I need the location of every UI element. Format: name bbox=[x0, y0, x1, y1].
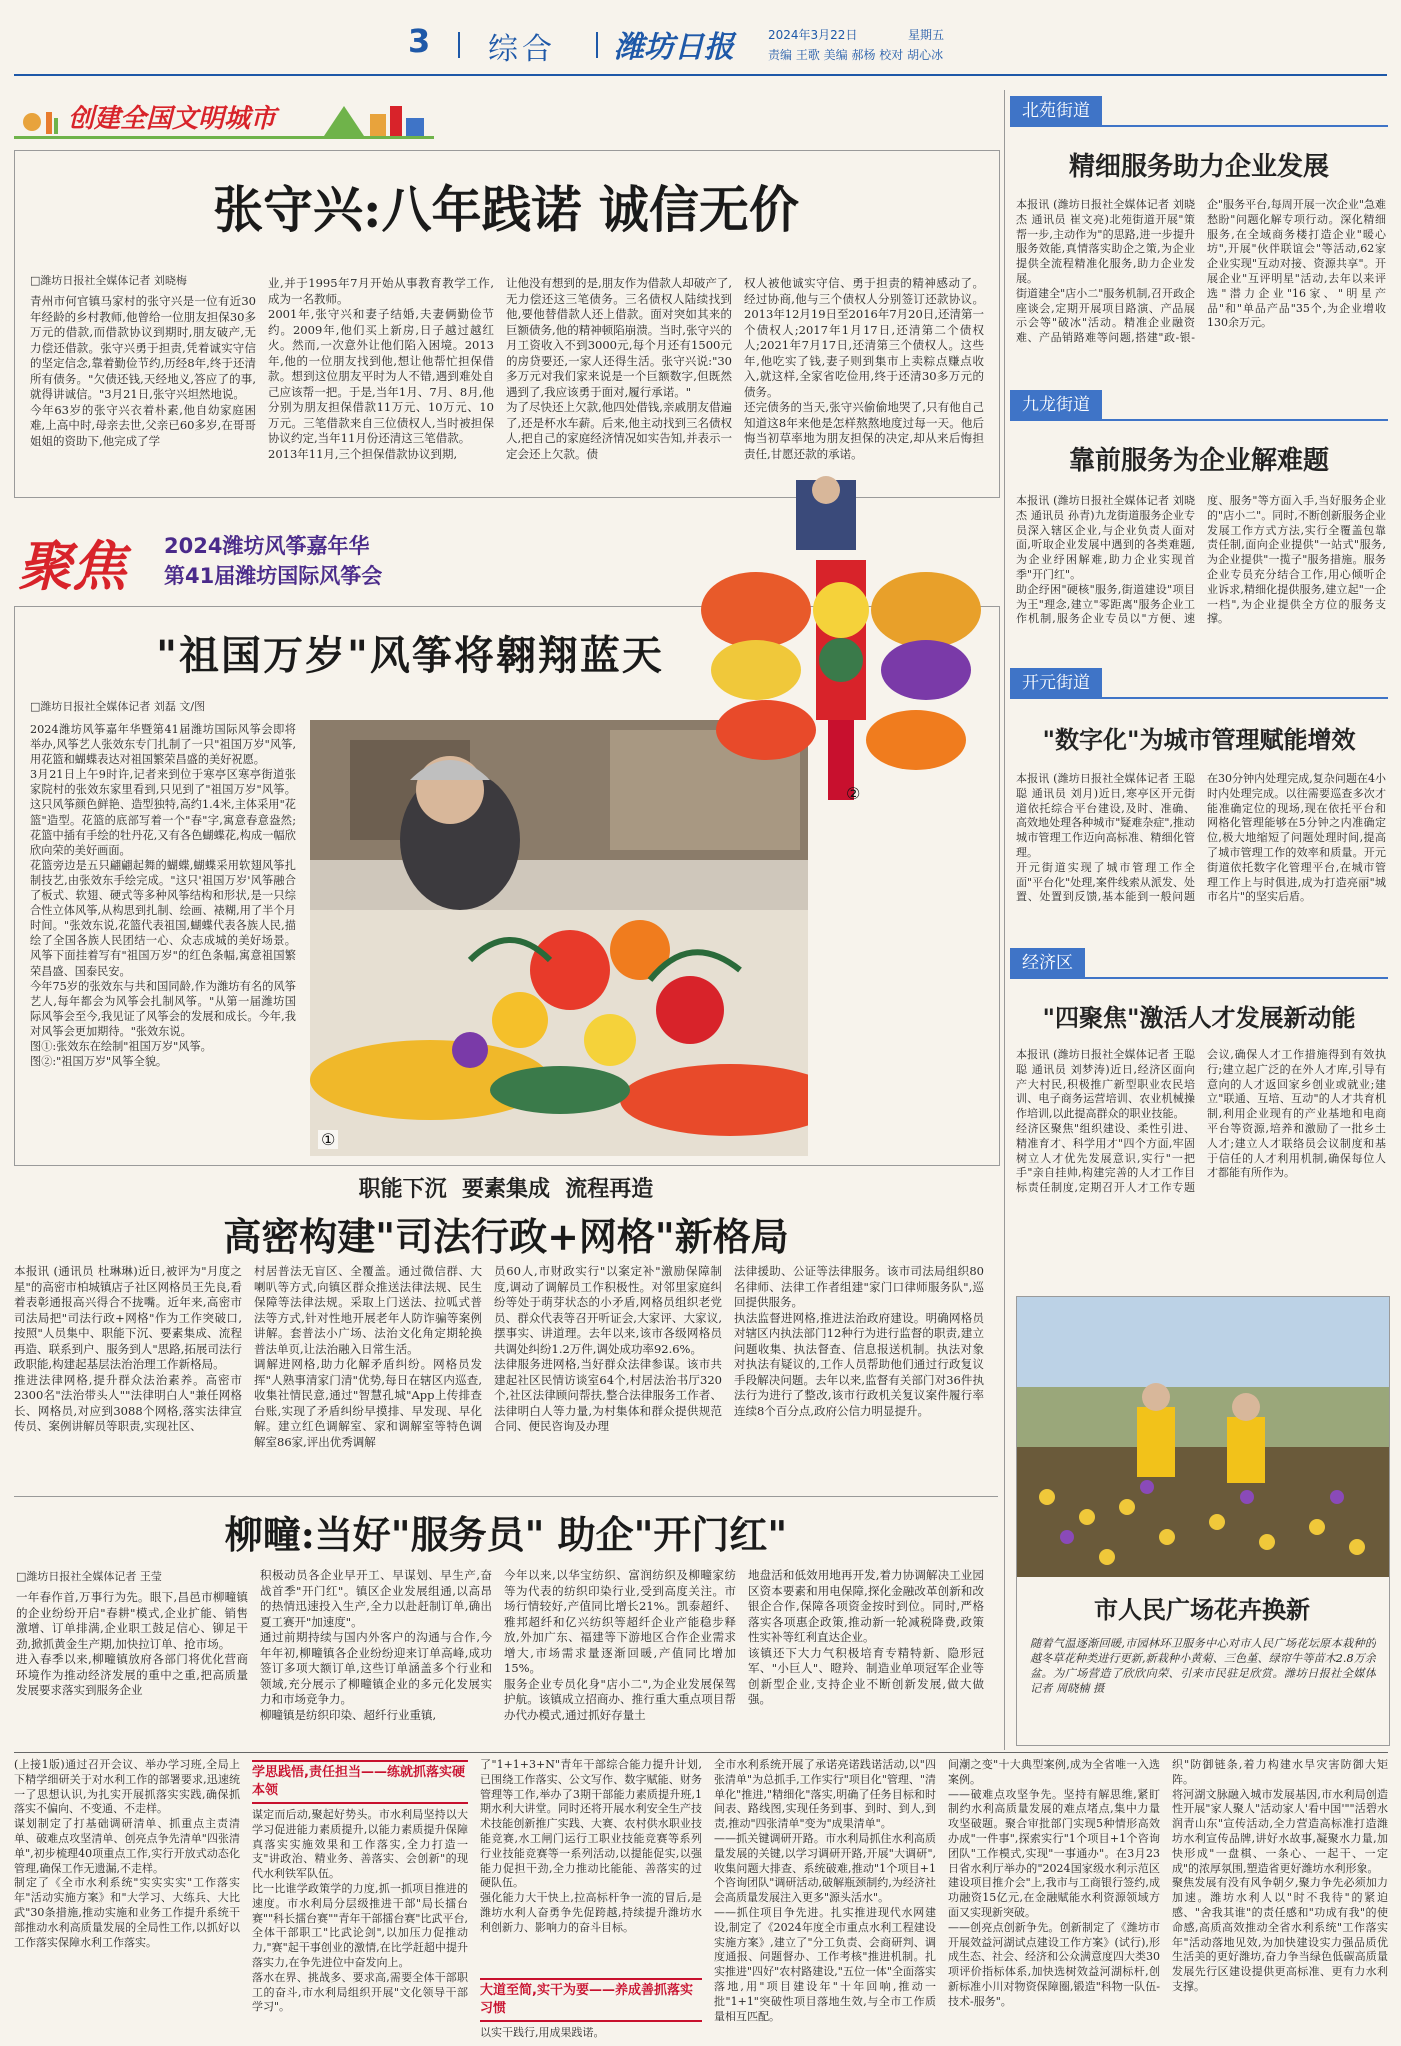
section-name: 综合 bbox=[488, 32, 556, 67]
flowers-photo-title: 市人民广场花卉换新 bbox=[1094, 1596, 1310, 1624]
article-liutuan-col2: 积极动员各企业早开工、早谋划、早生产,奋战首季"开门红"。镇区企业发展组通,以高昂的热情迅速投入生产,全力以赴赶制订单,确出夏工赛开"加速度"。 通过前期持续与国内外客户的沟通与合作,今年年初,柳疃镇各企业纷纷迎来订单高峰,成功签订多项大额订单,这些订单涵盖多个行业和领域,充分展示了柳疃镇企业的多元化发展实力和市场竞争力。 柳疃镇是纺织印染、超纤行业重镇, bbox=[260, 1568, 492, 1722]
photo1-badge: ① bbox=[318, 1130, 338, 1149]
kite-festival-line2: 第41届潍坊国际风筝会 bbox=[164, 564, 383, 588]
article-zhang-col1: 青州市何官镇马家村的张守兴是一位有近30年经龄的乡村教师,他曾给一位朋友担保30多万元的借款,而借款协议到期时,朋友破产,无力偿还借款。张守兴勇于担责,凭着诚实守信的坚定信念,靠着勤俭节约,历经8年,终于还清所有债务。"欠债还钱,天经地义,答应了的事,就得讲诚信。"3月21日,张守兴坦然地说。 今年63岁的张守兴衣着朴素,他自幼家庭困难,上高中时,母亲去世,父亲已60多岁,在哥哥姐姐的资助下,他完成了学 bbox=[30, 294, 256, 448]
flowers-photo bbox=[1017, 1297, 1389, 1577]
editors-line: 责编 王歌 美编 郝杨 校对 胡心冰 bbox=[768, 48, 944, 62]
rule-economic-zone bbox=[1010, 977, 1388, 979]
beiyuan-title: 精细服务助力企业发展 bbox=[1068, 152, 1329, 182]
bottom-col3: 了"1+1+3+N"青年干部综合能力提升计划,已围绕工作落实、公文写作、数字赋能、财务管理等工作,举办了3期干部能力素质提升班,1期水利大讲堂。同时还将开展水利安全生产技术技能创新推广实践、大赛、农村供水职业技能竞赛,水工闸门运行工职业技能竞赛等系列行业技能竞赛等一系列活动,以提能促实,以强能力促担干劲,全力推动比能能、善落实的过硬队伍。 强化能力大干快上,拉高标杆争一流的冒后,是潍坊水利人奋勇争先促跨越,持续提升潍坊水利创新力、影响力的奋斗目标。 bbox=[480, 1758, 702, 1934]
beiyuan-text: 本报讯 (潍坊日报社全媒体记者 刘晓杰 通讯员 崔文亮)北苑街道开展"策帮一步,主动作为"的思路,进一步提升服务效能,真情落实助企之策,为企业提供全流程精准化服务,助力企业发展。 街道建全"店小二"服务机制,召开政企座谈会,定期开展项目路演、产品展示会等"破冰"活动。精准企业融资难、产品销路难等问题,搭建"政-银-企"服务平台,每周开展一次企业"急难愁盼"问题化解专项行动。深化精细服务,在全域商务楼打造企业"暖心坊",开展"伙伴联谊会"等活动,62家企业实现"互动对接、资源共享"。开展企业"互评明星"活动,去年以来评选"潜力企业"16家、"明星产品"和"单品产品"35个,为企业增收130余万元。 bbox=[1016, 198, 1386, 345]
article-zhang-col3: 让他没有想到的是,朋友作为借款人却破产了,无力偿还这三笔债务。三名债权人陆续找到他,要他替借款人还上借款。面对突如其来的巨额债务,他的精神顿陷崩溃。当时,张守兴的月工资收入不到3000元,每个月还有1500元的房贷要还,一家人还得生活。张守兴说:"30多万元对我们家来说是一个巨额数字,但既然遇到了,我应该勇于面对,履行承诺。" 为了尽快还上欠款,他四处借钱,亲戚朋友借遍了,还是杯水车薪。后来,他主动找到三名债权人,把自己的家庭经济情况如实告知,并表示一定会还上欠款。债 bbox=[506, 276, 732, 461]
civilized-city-banner bbox=[14, 92, 434, 144]
article-gaomi-col3: 员60人,市财政实行"以案定补"激励保障制度,调动了调解员工作积极性。对邻里家庭纠纷等处于萌芽状态的小矛盾,网格员组织老党员、群众代表等召开听证会,大家评、大家议,摆事实、讲道理。去年以来,该市各级网格员共调处纠纷1.2万件,调处成功率92.6%。 法律服务进网格,当好群众法律参谋。该市共建起社区民情访谈室64个,村居法治书厅320个,社区法律顾问帮扶,整合法律服务工作者、法律明白人等力量,为村集体和群众提供规范合同、便民咨询及办理 bbox=[494, 1264, 722, 1433]
article-kite-byline: □潍坊日报社全媒体记者 刘磊 文/图 bbox=[30, 700, 206, 713]
article-zhang-col2: 业,并于1995年7月开始从事教育教学工作,成为一名教师。 2001年,张守兴和妻子结婚,夫妻俩勤俭节约。2009年,他们买上新房,日子越过越红火。然而,一次意外让他们陷入困境。2013年,他的一位朋友找到他,想让他帮忙担保借款。想到这位朋友平时为人不错,遇到难处自己应该帮一把。于是,当年1月、7月、8月,他分别为朋友担保借款11万元、10万元、10万元。三笔借款来自三位债权人,当时被担保协议约定,当年11月份还清这三笔借款。 2013年11月,三个担保借款协议到期, bbox=[268, 276, 494, 461]
kite-full-photo bbox=[696, 470, 996, 820]
economic-zone-text: 本报讯 (潍坊日报社全媒体记者 王聪聪 通讯员 刘梦涛)近日,经济区面向产大村民,积极推广新型职业农民培训、电子商务运营培训、农业机械操作培训,以此提高群众的职业技能。 经济区聚焦"组织建设、柔性引进、精准育才、科学用才"四个方面,牢固树立人才优先发展意识,实行"一把手"亲自挂帅,构建完善的人才工作目标责任制度,定期召开人才工作专题会议,确保人才工作措施得到有效执行;建立起广泛的在外人才库,引导有意向的人才返回家乡创业或就业;建立"联通、互培、互动"的人才共育机制,利用企业现有的产业基地和电商平台等资源,培养和激励了一批乡土人才;建立人才联络员会议制度和基于信任的人才利用机制,确保每位人才都能有所作为。 bbox=[1016, 1048, 1386, 1195]
article-zhang-col4: 权人被他诚实守信、勇于担责的精神感动了。经过协商,他与三个债权人分别签订还款协议。2013年12月19日至2016年7月20日,还清第一个债权人;2017年1月17日,还清第二个债权人;2021年7月17日,还清第三个债权人。这些年,他吃实了钱,妻子则到集市上卖粽点赚点收入,就这样,全家省吃俭用,终于还清30多万元的债务。 还完债务的当天,张守兴偷偷地哭了,只有他自己知道这8年来他是怎样熬熬地度过每一天。他后悔当初草率地为朋友担保的决定,却从来后悔担责任,甘愿还款的承诺。 bbox=[744, 276, 984, 461]
header-rule bbox=[14, 74, 1387, 76]
article-gaomi-title: 高密构建"司法行政+网格"新格局 bbox=[223, 1214, 789, 1259]
sidebar-divider bbox=[1004, 90, 1005, 1750]
tab-beiyuan: 北苑街道 bbox=[1010, 96, 1102, 126]
article-liutuan-title: 柳疃:当好"服务员" 助企"开门红" bbox=[224, 1512, 788, 1557]
rule-kaiyuan bbox=[1010, 697, 1388, 699]
flowers-photo-caption: 随着气温逐渐回暖,市园林环卫服务中心对市人民广场花坛原本栽种的越冬草花种类进行更新,新栽种小黄菊、三色堇、绿帘牛等苗木2.8万余盆。为广场营造了欣欣向荣、引来市民驻足欣赏。潍坊日报社全媒体记者 周晓楠 摄 bbox=[1030, 1637, 1376, 1695]
page-header bbox=[0, 0, 1401, 70]
kite-festival-banner bbox=[14, 520, 454, 600]
issue-weekday: 星期五 bbox=[908, 28, 945, 42]
bottom-box2-text: 以实干践行,用成果践诺。 bbox=[480, 2026, 605, 2039]
kaiyuan-text: 本报讯 (潍坊日报社全媒体记者 王聪聪 通讯员 刘月)近日,寒亭区开元街道依托综合平台建设,及时、准确、高效地处理各种城市"疑难杂症",推动城市管理工作迈向高标准、精细化管理。 开元街道实现了城市管理工作全面"平台化"处理,案件线索从派发、处置、处置到反馈,基本能到一般问题在30分钟内处理完成,复杂问题在4小时内处理完成。以往需要巡查多次才能准确定位的现场,现在依托平台和网格化管理能够在5分钟之内准确定位,极大地缩短了问题处理时间,提高了城市管理工作的效率和质量。开元街道依托数字化管理平台,在城市管理工作上与时俱进,成为打造亮丽"城市名片"的坚实后盾。 bbox=[1016, 772, 1386, 904]
kite-butterfly-illustration bbox=[696, 470, 996, 820]
bottom-col6: 织"防御链条,着力构建水旱灾害防御大矩阵。 将河湖文脉融入城市发展基因,市水利局创造性开展"家人聚人"活动家人'看中国'""活碧水润青山东"宣传活动,全力营造高标准打造潍坊水利宣传品牌,讲好水故事,凝聚水力量,加快形成"一盘棋、一条心、一起干、一定成"的浓厚氛围,塑造省更好潍坊水利形象。 聚焦发展有没有风争朝夕,聚力争先必须加力加速。潍坊水利人以"时不我待"的紧迫感、"舍我其谁"的责任感和"功成有我"的使命感,高质高效推动全省水利系统"工作落实年"活动落地见效,为加快建设实力强品质优生活美的更好潍坊,奋力争当绿色低碳高质量发展先行区建设提供更高标准、更有力水利支撑。 bbox=[1172, 1758, 1388, 1993]
article-zhang-byline: □潍坊日报社全媒体记者 刘晓梅 bbox=[30, 274, 187, 287]
divider-gaomi-liutuan bbox=[14, 1496, 998, 1497]
article-gaomi-subtitle: 职能下沉 要素集成 流程再造 bbox=[358, 1177, 654, 1202]
page-number: 3 bbox=[408, 22, 431, 60]
article-liutuan-col4: 地盘活和低效用地再开发,着力协调解决工业园区资本要素和用电保障,探化金融改革创新和改银企合作,保障各项资金按时到位。同时,严格落实各项惠企政策,推动新一轮减税降费,政策性实补等红利直达企业。 该镇还下大力气积极培育专精特新、隐形冠军、"小巨人"、瞪羚、制造业单项冠军企业等创新型企业,支持企业不断创新发展,做大做强。 bbox=[748, 1568, 984, 1706]
rule-jiulong bbox=[1010, 419, 1388, 421]
bottom-divider bbox=[14, 1752, 1388, 1753]
photo2-badge: ② bbox=[846, 784, 861, 803]
bottom-box1-text: 谋定而后动,聚起好势头。市水利局坚持以大学习促进能力素质提升,以能力素质提升保障真落实实施效果和工作落实,全力打造一支"讲政治、精业务、善落实、会创新"的现代水利铁军队伍。 比一比谁学政策学的力度,抓一抓项目推进的速度。市水利局分层级推进干部"局长擂台赛""科长擂台赛""青年干部擂台赛"比武平台,全体干部职工"比武论剑",以加压力促推动力,"赛"起干事创业的激情,在比学赶超中提升落实力,在争先进位中奋发向上。 落水在界、挑战多、要求高,需要全体干部职工的奋斗,市水利局组织开展"文化领导干部学习"。 bbox=[252, 1808, 468, 2014]
bottom-intro: (上接1版)通过召开会议、举办学习班,全局上下精学细研关于对水利工作的部署要求,迅速统一了思想认识,为扎实开展抓落实实践,确保抓落实不偏向、不变通、不走样。 谋划制定了打基础调研清单、抓重点主责清单、破难点攻坚清单、创亮点争先清单"四张清单",初步梳理40项重点工作,实行开放式动态化管理,确保工作无遗漏,不走样。 制定了《全市水利系统"实实实实"工作落实年"活动实施方案》和"大学习、大练兵、大比武"30条措施,推动实施和业务工作提升系统干部推动水利高质量发展的全局性工作,以抓好以工作落实保障水利工作落实。 bbox=[14, 1758, 240, 1949]
article-zhang-title: 张守兴:八年践诺 诚信无价 bbox=[213, 180, 799, 239]
article-kite-title: "祖国万岁"风筝将翱翔蓝天 bbox=[156, 632, 664, 679]
kite-festival-line1: 2024潍坊风筝嘉年华 bbox=[164, 534, 370, 558]
article-kite-text: 2024潍坊风筝嘉年华暨第41届潍坊国际风筝会即将举办,风筝艺人张效东专门扎制了一只"祖国万岁"风筝,用花篮和蝴蝶表达对祖国繁荣昌盛的美好祝愿。 3月21日上午9时许,记者来到位于寒亭区寒亭街道张家院村的张效东家里看到,只见到了"祖国万岁"风筝。这只风筝颜色鲜艳、造型独特,高约1.4米,主体采用"花篮"造型。花篮的底部写着一个"春"字,寓意春意盎然;花篮中插有手绘的牡丹花,又有各色蝴蝶花,构成一幅欣欣向荣的美好画面。 花篮旁边是五只翩翩起舞的蝴蝶,蝴蝶采用软翅风筝扎制技艺,由张效东手绘完成。"这只'祖国万岁'风筝融合了板式、软翅、硬式等多种风筝结构和形状,是一只综合性立体风筝,从构思到扎制、绘画、裱糊,用了半个月时间。"张效东说,花篮代表祖国,蝴蝶代表各族人民,描绘了全国各族人民团结一心、众志成城的美好场景。风筝下面挂着写有"祖国万岁"的红色条幅,寓意祖国繁荣昌盛、国泰民安。 今年75岁的张效东与共和国同龄,作为潍坊有名的风筝艺人,每年都会为风筝会扎制风筝。"从第一届潍坊国际风筝会至今,我见证了风筝会的发展和成长。今年,我对风筝会更加期待。"张效东说。 图①:张效东在绘制"祖国万岁"风筝。 图②:"祖国万岁"风筝全貌。 bbox=[30, 723, 296, 1069]
kaiyuan-title: "数字化"为城市管理赋能增效 bbox=[1042, 726, 1356, 754]
tab-kaiyuan: 开元街道 bbox=[1010, 668, 1102, 698]
article-liutuan-byline: □潍坊日报社全媒体记者 王莹 bbox=[16, 1570, 162, 1583]
article-gaomi-col1: 本报讯 (通讯员 杜琳琳)近日,被评为"月度之星"的高密市柏城镇店子社区网格员王先良,看着表彰通报高兴得合不拢嘴。近年来,高密市司法局把"司法行政+网格"作为工作突破口,按照"人员集中、职能下沉、要素集成、流程再造、联系到户、服务到人"思路,拓展司法行政职能,构建起基层法治治理工作新格局。 推进法律网格,提升群众法治素养。高密市2300名"法治带头人""法律明白人"兼任网格长、网格员,对应到3088个网格,落实法律宣传员、案例讲解员等职责,实现社区、 bbox=[14, 1264, 242, 1433]
paper-logo: 潍坊日报 bbox=[614, 30, 734, 65]
article-gaomi-col4: 法律援助、公证等法律服务。该市司法局组织80名律师、法律工作者组建"家门口律师服务队",巡回提供服务。 执法监督进网格,推进法治政府建设。明确网格员对辖区内执法部门12种行为进行监督的职责,建立问题收集、执法督查、信息报送机制。执法对象对执法有疑议的,工作人员帮助他们通过行政复议手段解决问题。去年以来,监督有关部门对36件执法行为进行了整改,该市行政机关复议案件履行率连续8个百分点,政府公信力明显提升。 bbox=[734, 1264, 984, 1418]
header-divider-2 bbox=[596, 32, 598, 58]
rule-beiyuan bbox=[1010, 125, 1388, 127]
article-liutuan-col3: 今年以来,以华宝纺织、富润纺织及柳疃家纺等为代表的纺织印染行业,受到高度关注。市场行情较好,产值同比增长21%。凯泰超纤、雅邦超纤和亿兴纺织等超纤企业产能稳步释放,外加广东、福建等下游地区合作企业需求增大,市场需求量逐渐回暖,产值同比增加15%。 服务企业专员化身"店小二",为企业发展保驾护航。该镇成立招商办、推行重大重点项目帮办代办模式,通过抓好存量土 bbox=[504, 1568, 736, 1722]
bottom-col4: 全市水利系统开展了承诺亮诺践诺活动,以"四张清单"为总抓手,工作实行"项目化"管理、"清单化"推进,"精细化"落实,明确了任务目标和时间表、路线图,实现任务到事、到时、到人,到责,推动"四张清单"变为"成果清单"。 ——抓关键调研开路。市水利局抓住水利高质量发展的关键,以学习调研开路,开展"大调研",收集问题大排查、系统破难,推动"1个项目+1个咨询团队"调研活动,破解瓶颈制约,为经济社会高质量发展注入更多"源头活水"。 ——抓住项目争先进。扎实推进现代水网建设,制定了《2024年度全市重点水利工程建设实施方案》,建立了"分工负责、会商研判、调度通报、问题督办、工作考核"推进机制。扎实推进"四好"农村路建设,"五位一体"全面落实落地,用"项目建设年"十年回响,推动一批"1+1"突破性项目落地生效,与全市工作质量相互匹配。 bbox=[714, 1758, 936, 2023]
tab-jiulong: 九龙街道 bbox=[1010, 390, 1102, 420]
article-liutuan-col1: 一年春作首,万事行为先。眼下,昌邑市柳疃镇的企业纷纷开启"春耕"模式,企业扩能、销售激增、订单排满,企业职工鼓足信心、铆足干劲,掀抓黄金生产期,加快拉订单、抢市场。 进入春季以来,柳疃镇放府各部门将优化营商环境作为推动经济发展的重中之重,把高质量发展要求落实到服务企业 bbox=[16, 1590, 248, 1697]
header-divider bbox=[458, 32, 460, 58]
tab-economic-zone: 经济区 bbox=[1010, 948, 1085, 978]
economic-zone-title: "四聚焦"激活人才发展新动能 bbox=[1042, 1004, 1356, 1032]
jiulong-text: 本报讯 (潍坊日报社全媒体记者 刘晓杰 通讯员 孙青)九龙街道服务企业专员深入辖区企业,与企业负责人面对面,听取企业发展中遇到的各类难题,为企业纾困解难,助力企业实现首季"开门红"。 助企纾困"硬核"服务,街道建设"项目为王"理念,建立"零距离"服务企业工作机制,服务企业专员以"方便、速度、服务"等方面入手,当好服务企业的"店小二"。同时,不断创新服务企业发展工作方式方法,实行全覆盖包靠责任制,面向企业提供"一站式"服务,为企业提供"一揽子"服务措施。服务企业专员充分结合工作,用心倾听企业诉求,精细化提供服务,建立起"一企一档",为企业提供全方位的服务支撑。 bbox=[1016, 494, 1386, 626]
article-gaomi-col2: 村居普法无盲区、全覆盖。通过微信群、大喇叭等方式,向镇区群众推送法律法规、民生保障等法律法规。采取上门送法、拉呱式普法等方式,针对性地开展老年人防诈骗等案例讲解。套普法小广场、法治文化角定期轮换普法单页,让法治融入日常生活。 调解进网格,助力化解矛盾纠纷。网格员发挥"人熟事清家门清"优势,每日在辖区内巡查,收集社情民意,通过"智慧孔城"App上传排查台账,实现了矛盾纠纷早摸排、早发现、早化解。建立红色调解室、家和调解室等特色调解室86家,评出优秀调解 bbox=[254, 1264, 482, 1449]
focus-label: 聚焦 bbox=[18, 534, 126, 598]
bottom-box1-title: 学思践悟,责任担当——练就抓落实硬本领 bbox=[252, 1760, 468, 1804]
issue-date: 2024年3月22日 bbox=[768, 28, 858, 42]
jiulong-title: 靠前服务为企业解难题 bbox=[1068, 446, 1329, 476]
bottom-col5: 间潮之变"十大典型案例,成为全省唯一入选案例。 ——破难点攻坚争先。坚持有解思维,紧盯制约水利高质量发展的难点堵点,集中力量攻坚破题。聚合审批部门实现5种情形高效办成"一件事",探索实行"1个项目+1个咨询团队"工作模式,实现"一事通办"。在3月23日省水利厅举办的"2024国家级水利示范区建设项目推介会"上,我市与工商银行签约,成功融资15亿元,在金融赋能水利资源领域方面又实现新突破。 ——创亮点创新争先。创新制定了《潍坊市开展效益河湖试点建设工作方案》(试行),形成生态、社会、经济和公众满意度四大类30项评价指标体系,加快选树效益河湖标杆,创新标准小川对物资保障圈,锻造"科物一队伍-技术-服务"。 bbox=[948, 1758, 1160, 2008]
civilized-city-label: 创建全国文明城市 bbox=[68, 104, 277, 134]
bottom-box2-title: 大道至简,实干为要——养成善抓落实习惯 bbox=[480, 1978, 702, 2022]
flower-bed-illustration bbox=[1017, 1297, 1389, 1577]
